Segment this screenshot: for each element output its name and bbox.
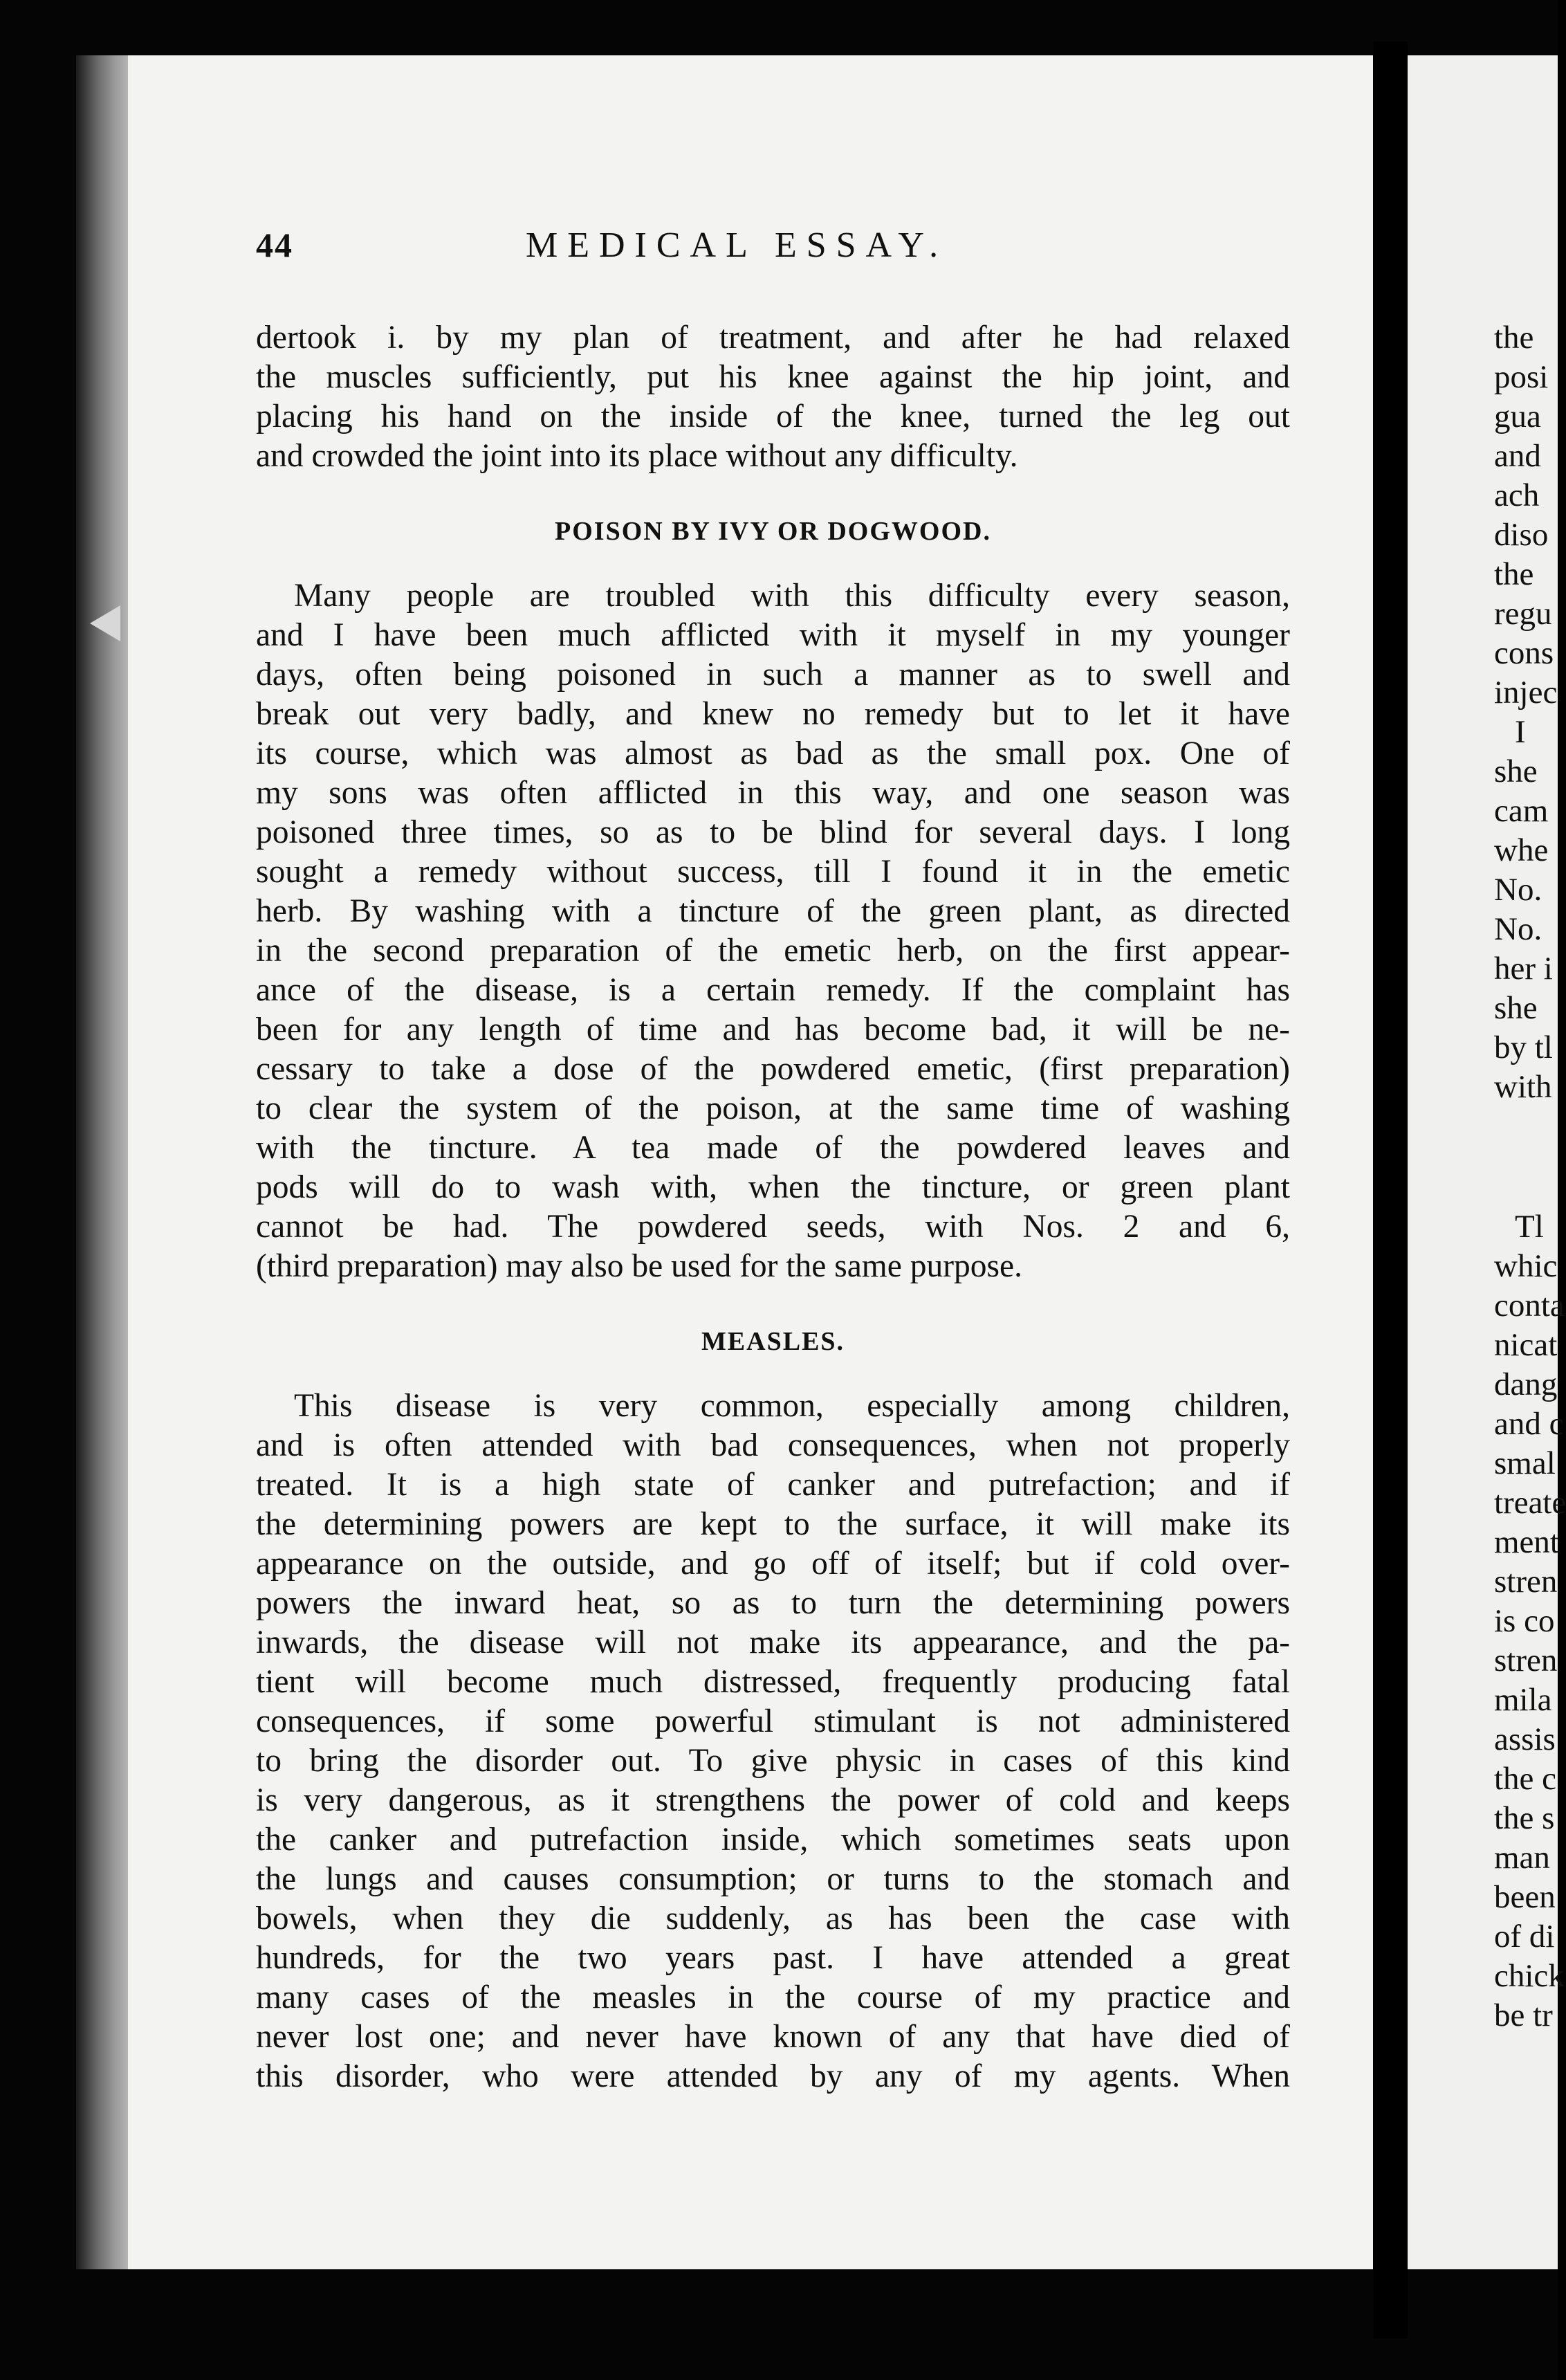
text-line: the canker and putrefaction inside, which sometimes seats upon [256, 1822, 1290, 1858]
facing-line: by tl [1494, 1029, 1553, 1065]
facing-line: treate [1494, 1485, 1566, 1521]
page-edge-shadow [76, 55, 131, 2269]
measles-paragraph [256, 1386, 1290, 2096]
text-line: hundreds, for the two years past. I have attended a great [256, 1940, 1290, 1976]
facing-line: No. [1494, 872, 1542, 908]
text-line: many cases of the measles in the course of my practice and [256, 1979, 1290, 2015]
facing-line: ment [1494, 1524, 1559, 1560]
text-line: break out very badly, and knew no remedy but to let it have [256, 696, 1290, 732]
section-heading-measles: MEASLES. [701, 1327, 845, 1356]
facing-line: man [1494, 1840, 1550, 1876]
text-line: days, often being poisoned in such a manner as to swell and [256, 657, 1290, 693]
facing-line: injec [1494, 675, 1558, 711]
text-line: consequences, if some powerful stimulant is not administered [256, 1703, 1290, 1739]
facing-line: cam [1494, 793, 1549, 829]
facing-line: nicat [1494, 1327, 1558, 1363]
page-number: 44 [256, 226, 293, 264]
facing-line: been [1494, 1879, 1556, 1915]
facing-line: the [1494, 320, 1534, 356]
text-line: and crowded the joint into its place without any difficulty. [256, 438, 1018, 474]
facing-line: posi [1494, 359, 1549, 395]
facing-line: Tl [1515, 1209, 1544, 1245]
text-line: ance of the disease, is a certain remedy. If the complaint has [256, 972, 1290, 1008]
text-line: cessary to take a dose of the powdered emetic, (first preparation) [256, 1051, 1290, 1087]
text-line: sought a remedy without success, till I found it in the emetic [256, 854, 1290, 890]
text-line: is very dangerous, as it strengthens the power of cold and keeps [256, 1782, 1290, 1818]
facing-line: is co [1494, 1603, 1555, 1639]
facing-line: conta [1494, 1288, 1565, 1324]
facing-line: whe [1494, 832, 1549, 868]
text-line: bowels, when they die suddenly, as has been the case with [256, 1901, 1290, 1937]
facing-line: she [1494, 990, 1538, 1026]
text-line: inwards, the disease will not make its appearance, and the pa- [256, 1624, 1290, 1660]
text-line: the muscles sufficiently, put his knee against the hip joint, and [256, 359, 1290, 395]
text-line: placing his hand on the inside of the knee, turned the leg out [256, 399, 1290, 434]
running-title: MEDICAL ESSAY. [526, 226, 948, 265]
text-line: its course, which was almost as bad as the small pox. One of [256, 735, 1290, 771]
facing-line: cons [1494, 635, 1554, 671]
text-line: been for any length of time and has become bad, it will be ne- [256, 1012, 1290, 1047]
facing-line: of di [1494, 1919, 1555, 1955]
facing-line: chick [1494, 1958, 1565, 1994]
text-line: in the second preparation of the emetic herb, on the first appear- [256, 933, 1290, 969]
text-line: This disease is very common, especially among children, [294, 1388, 1290, 1424]
section-heading-poison: POISON BY IVY OR DOGWOOD. [555, 517, 991, 546]
facing-line: the s [1494, 1800, 1555, 1836]
text-line: and I have been much afflicted with it myself in my younger [256, 617, 1290, 653]
facing-line: stren [1494, 1564, 1558, 1600]
facing-line: mila [1494, 1682, 1552, 1718]
text-line: the determining powers are kept to the surface, it will make its [256, 1506, 1290, 1542]
text-line: my sons was often afflicted in this way, and one season was [256, 775, 1290, 811]
facing-line: her i [1494, 951, 1553, 987]
text-line: to clear the system of the poison, at the same time of washing [256, 1090, 1290, 1126]
facing-line: gua [1494, 399, 1541, 434]
text-line: powers the inward heat, so as to turn the determining powers [256, 1585, 1290, 1621]
text-line: tient will become much distressed, frequently producing fatal [256, 1664, 1290, 1700]
facing-line: diso [1494, 517, 1549, 553]
facing-line: she [1494, 753, 1538, 789]
facing-line: stren [1494, 1642, 1558, 1678]
facing-line: I [1515, 714, 1526, 750]
body-text [256, 318, 1290, 2096]
text-line: to bring the disorder out. To give physic in cases of this kind [256, 1743, 1290, 1779]
text-line: this disorder, who were attended by any of my agents. When [256, 2058, 1290, 2094]
facing-line: be tr [1494, 1997, 1553, 2033]
facing-line: whic [1494, 1248, 1558, 1284]
text-line: and is often attended with bad consequences, when not properly [256, 1427, 1290, 1463]
facing-page-text-bottom [1494, 1207, 1566, 2035]
facing-line: the c [1494, 1761, 1557, 1797]
facing-line: and c [1494, 1406, 1564, 1442]
text-line: treated. It is a high state of canker and putrefaction; and if [256, 1467, 1290, 1503]
text-line: with the tincture. A tea made of the powdered leaves and [256, 1130, 1290, 1166]
running-head [256, 225, 1293, 273]
facing-line: regu [1494, 596, 1552, 632]
text-line: the lungs and causes consumption; or turns to the stomach and [256, 1861, 1290, 1897]
text-line: pods will do to wash with, when the tincture, or green plant [256, 1169, 1290, 1205]
text-line: dertook i. by my plan of treatment, and after he had relaxed [256, 320, 1290, 356]
facing-line: with [1494, 1069, 1552, 1105]
text-line: never lost one; and never have known of any that have died of [256, 2019, 1290, 2055]
text-line: herb. By washing with a tincture of the green plant, as directed [256, 893, 1290, 929]
text-line: (third preparation) may also be used for the same purpose. [256, 1248, 1022, 1284]
facing-line: ach [1494, 477, 1540, 513]
poison-paragraph [256, 576, 1290, 1286]
text-line: poisoned three times, so as to be blind for several days. I long [256, 814, 1290, 850]
facing-line: smal [1494, 1445, 1556, 1481]
facing-page-text-top [1494, 318, 1563, 1107]
text-line: cannot be had. The powdered seeds, with Nos. 2 and 6, [256, 1209, 1290, 1245]
page-tear-mark [90, 605, 120, 641]
text-line: Many people are troubled with this difficulty every season, [294, 578, 1290, 614]
book-gutter [1373, 42, 1408, 2338]
facing-line: No. [1494, 911, 1542, 947]
facing-line: the [1494, 556, 1534, 592]
intro-paragraph [256, 318, 1290, 476]
facing-line: dang [1494, 1366, 1558, 1402]
facing-line: and [1494, 438, 1541, 474]
facing-line: assis [1494, 1721, 1556, 1757]
text-line: appearance on the outside, and go off of itself; but if cold over- [256, 1546, 1290, 1582]
